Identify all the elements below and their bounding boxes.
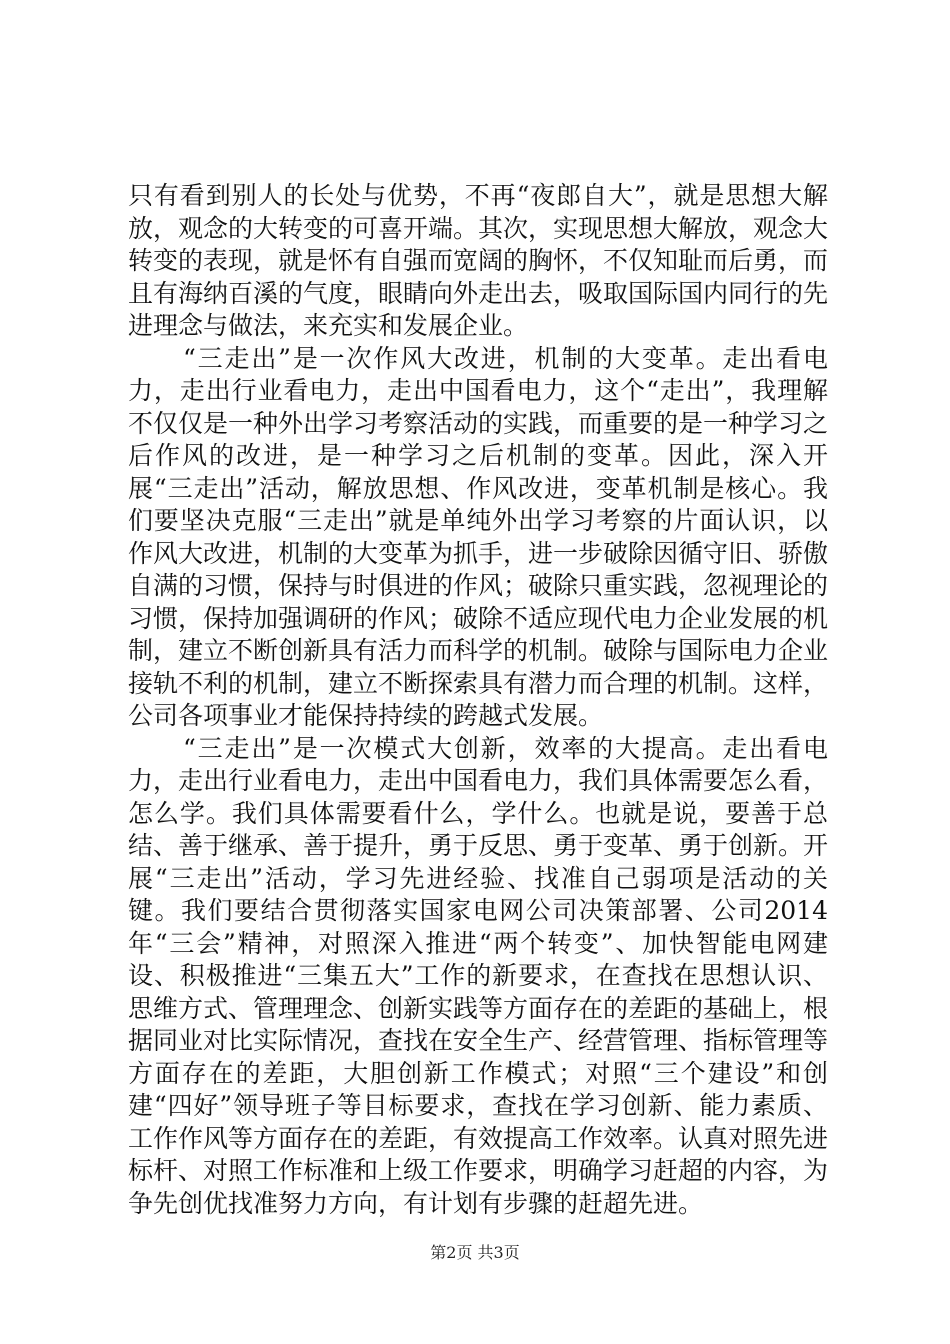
document-body [128, 180, 828, 1220]
page-footer: 第2页 共3页 [430, 1243, 520, 1262]
paragraph-mode-innovation: “三走出”是一次模式大创新，效率的大提高。走出看电力，走出行业看电力，走出中国看电力，我们具体需要怎么看，怎么学。我们具体需要看什么，学什么。也就是说，要善于总结、善于继承、善于提升，勇于反思、勇于变革、勇于创新。开展“三走出”活动，学习先进经验、找准自己弱项是活动的关键。我们要结合贯彻落实国家电网公司决策部署、公司2014年“三会”精神，对照深入推进“两个转变”、加快智能电网建设、积极推进“三集五大”工作的新要求，在查找在思想认识、思维方式、管理理念、创新实践等方面存在的差距的基础上，根据同业对比实际情况，查找在安全生产、经营管理、指标管理等方面存在的差距，大胆创新工作模式；对照“三个建设”和创建“四好”领导班子等目标要求，查找在学习创新、能力素质、工作作风等方面存在的差距，有效提高工作效率。认真对照先进标杆、对照工作标准和上级工作要求，明确学习赶超的内容，为争先创优找准努力方向，有计划有步骤的赶超先进。 [128, 733, 829, 1218]
paragraph-continuation: 只有看到别人的长处与优势，不再“夜郎自大”，就是思想大解放，观念的大转变的可喜开端。其次，实现思想大解放，观念大转变的表现，就是怀有自强而宽阔的胸怀，不仅知耻而后勇，而且有海纳百溪的气度，眼睛向外走出去，吸取国际国内同行的先进理念与做法，来充实和发展企业。 [128, 181, 829, 340]
paragraph-style-reform: “三走出”是一次作风大改进，机制的大变革。走出看电力，走出行业看电力，走出中国看电力，这个“走出”，我理解不仅仅是一种外出学习考察活动的实践，而重要的是一种学习之后作风的改进，是一种学习之后机制的变革。因此，深入开展“三走出”活动，解放思想、作风改进，变革机制是核心。我们要坚决克服“三走出”就是单纯外出学习考察的片面认识，以作风大改进，机制的大变革为抓手，进一步破除因循守旧、骄傲自满的习惯，保持与时俱进的作风；破除只重实践，忽视理论的习惯，保持加强调研的作风；破除不适应现代电力企业发展的机制，建立不断创新具有活力而科学的机制。破除与国际电力企业接轨不利的机制，建立不断探索具有潜力而合理的机制。这样，公司各项事业才能保持持续的跨越式发展。 [128, 343, 829, 730]
